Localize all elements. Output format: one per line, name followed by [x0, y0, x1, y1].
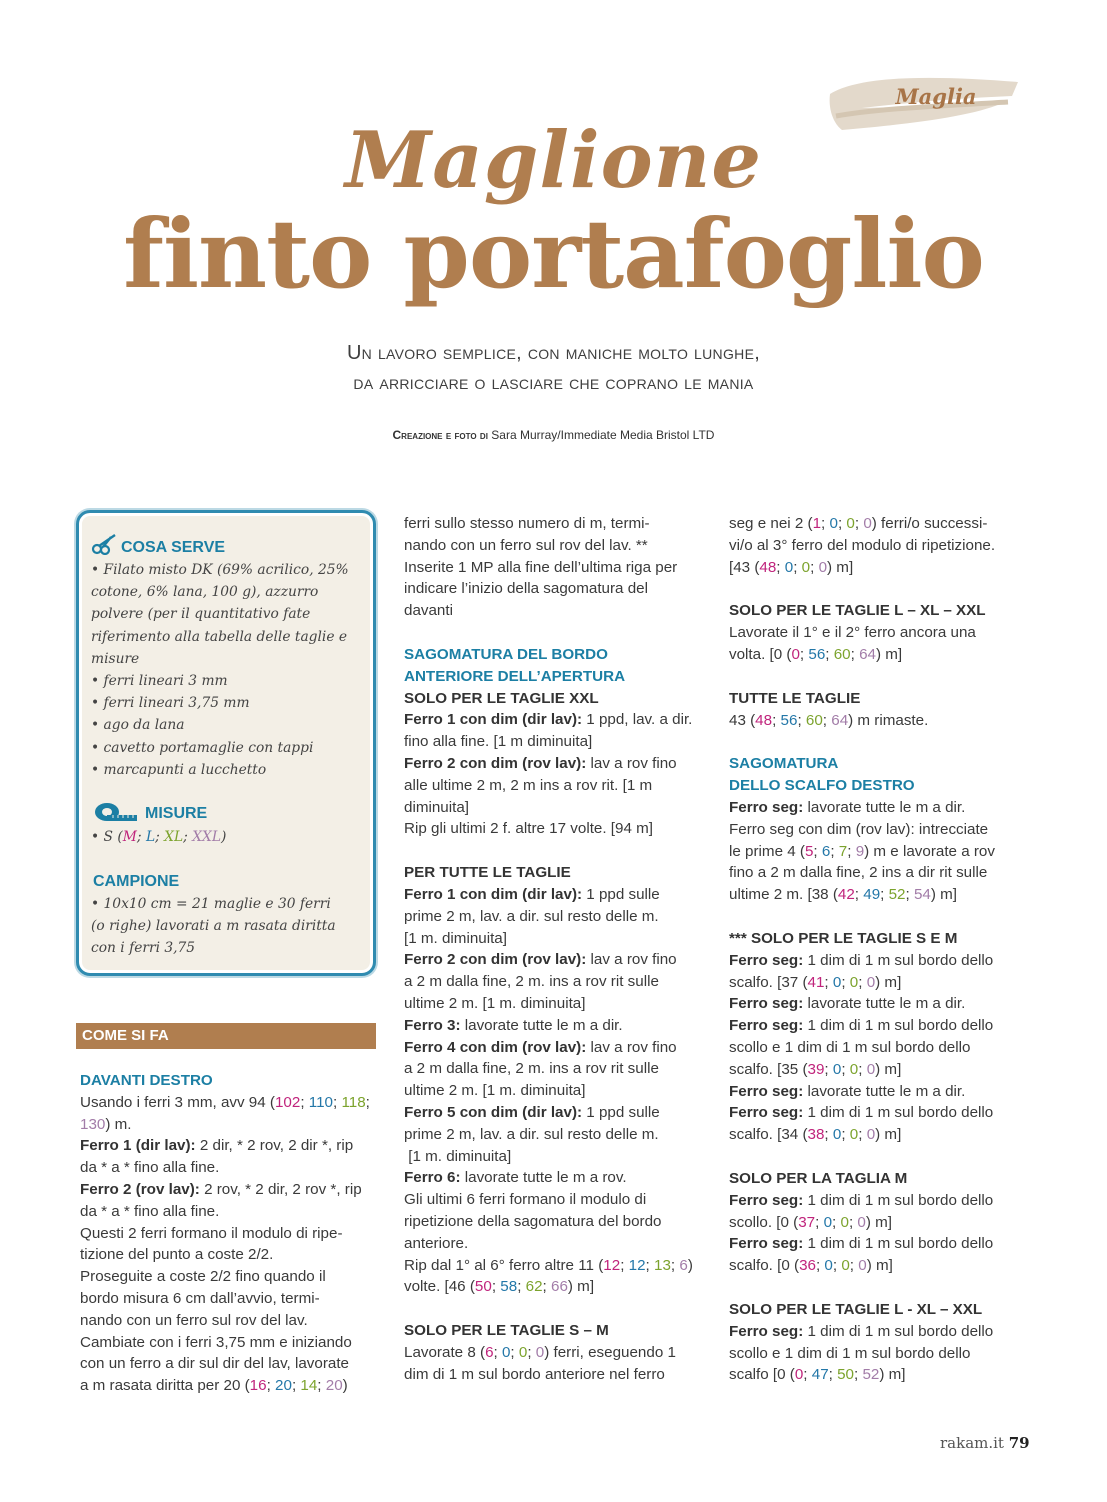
size-value: 110	[308, 1093, 333, 1111]
size-value: 9	[855, 842, 865, 860]
text-line: Ferro 2 con dim (rov lav): lav a rov fino	[404, 754, 677, 772]
size-xxl: XXL	[192, 829, 221, 845]
size-value: 52	[888, 886, 906, 904]
text-line: Cambiate con i ferri 3,75 mm e iniziando	[80, 1333, 352, 1351]
text-line: [43 (48; 0; 0; 0) m]	[729, 558, 854, 576]
section-heading: SOLO PER LA TAGLIA M	[729, 1169, 908, 1187]
size-value: 66	[551, 1278, 568, 1296]
size-value: 102	[274, 1093, 301, 1111]
size-value: 0	[863, 515, 872, 532]
size-value: 56	[780, 711, 798, 729]
size-value: 0	[794, 1366, 804, 1384]
text-line: Proseguite a coste 2/2 fino quando il	[80, 1268, 326, 1286]
text-line: ripetizione della sagomatura del bordo	[404, 1212, 662, 1230]
size-value: 38	[807, 1126, 825, 1144]
text-line: scollo e 1 dim di 1 m sul bordo dello	[729, 1038, 971, 1056]
size-value: 50	[474, 1278, 492, 1296]
section-heading: SOLO PER LE TAGLIE S – M	[404, 1322, 609, 1340]
campione-heading: CAMPIONE	[93, 873, 180, 890]
size-value: 0	[824, 1257, 833, 1275]
text-line: Inserite 1 MP alla fine dell’ultima riga per	[404, 558, 678, 576]
text-line: da * a * fino alla fine.	[80, 1159, 220, 1177]
text-line: da * a * fino alla fine.	[80, 1202, 220, 1220]
text-line: anteriore.	[404, 1234, 469, 1252]
text-line: Usando i ferri 3 mm, avv 94 (102; 110; 118;	[80, 1093, 370, 1111]
size-value: 0	[857, 1213, 866, 1231]
size-value: 6	[821, 842, 831, 860]
size-value: 14	[300, 1377, 318, 1395]
size-value: 39	[807, 1060, 825, 1078]
column-2	[404, 513, 704, 1385]
size-value: 0	[832, 1126, 842, 1144]
page-number: 79	[1008, 1434, 1030, 1452]
size-value: 0	[840, 1213, 849, 1231]
text-line: scollo. [0 (37; 0; 0; 0) m]	[729, 1213, 892, 1231]
size-value: 62	[525, 1278, 543, 1296]
text-line: con un ferro a dir sul dir del lav, lavorate	[80, 1355, 350, 1373]
size-value: 0	[849, 1060, 859, 1078]
text-line: scollo e 1 dim di 1 m sul bordo dello	[729, 1344, 971, 1362]
text-line: seg e nei 2 (1; 0; 0; 0) ferri/o successi-	[729, 515, 988, 532]
text-line: Ferro seg: 1 dim di 1 m sul bordo dello	[729, 1191, 994, 1209]
text-line: Ferro seg: 1 dim di 1 m sul bordo dello	[729, 1017, 994, 1035]
size-value: 0	[784, 558, 794, 576]
size-value: 0	[849, 1126, 859, 1144]
section-heading: SOLO PER LE TAGLIE L – XL – XXL	[729, 602, 986, 620]
size-value: 49	[863, 886, 881, 904]
list-item: • ferri lineari 3 mm	[91, 673, 228, 690]
subtitle-line-2: da arricciare o lasciare che coprano le mania	[353, 372, 754, 394]
size-value: 58	[500, 1278, 518, 1296]
text-line: Ferro seg: lavorate tutte le m a dir.	[729, 1082, 966, 1100]
size-value: 0	[866, 973, 876, 991]
text-line: Ferro seg: 1 dim di 1 m sul bordo dello	[729, 1322, 994, 1340]
text-line: fino alla fine. [1 m diminuita]	[404, 733, 593, 751]
list-item: • ago da lana	[91, 717, 185, 734]
size-value: 0	[535, 1343, 545, 1361]
text-line: alle ultime 2 m, 2 m ins a rov rit. [1 m	[404, 776, 653, 794]
text-line: Ferro 4 con dim (rov lav): lav a rov fino	[404, 1038, 677, 1056]
size-value: 47	[811, 1366, 829, 1384]
text-line: ferri sullo stesso numero di m, termi-	[404, 515, 650, 532]
size-value: 50	[837, 1366, 855, 1384]
section-heading: SAGOMATURA DEL BORDO	[404, 645, 608, 663]
text-line: Ferro 6: lavorate tutte le m a rov.	[404, 1169, 627, 1187]
text-line: 130) m.	[80, 1115, 132, 1133]
text-line: volte. [46 (50; 58; 62; 66) m]	[404, 1278, 595, 1296]
size-value: 0	[518, 1343, 528, 1361]
size-value: 118	[341, 1093, 366, 1111]
text-line: scalfo. [0 (36; 0; 0; 0) m]	[729, 1257, 893, 1275]
size-value: 56	[808, 645, 826, 663]
text-line: nando con un ferro sul rov del lav.	[80, 1311, 308, 1329]
text-line: ultime 2 m. [1 m. diminuita]	[404, 994, 586, 1012]
sizes-suffix: )	[221, 829, 227, 845]
text-line: indicare l’inizio della sagomatura del	[404, 580, 648, 598]
text-line: Ferro seg con dim (rov lav): intrecciate	[729, 820, 989, 838]
text-line: diminuita]	[404, 798, 469, 816]
list-item: • cavetto portamaglie con tappi	[91, 739, 314, 756]
text-line: Ferro seg: 1 dim di 1 m sul bordo dello	[729, 1235, 994, 1253]
size-value: 12	[603, 1256, 621, 1274]
text-line: scalfo. [35 (39; 0; 0; 0) m]	[729, 1060, 902, 1078]
misure-heading: MISURE	[145, 805, 208, 822]
size-value: 0	[801, 558, 811, 576]
cosa-serve-list	[91, 559, 371, 781]
list-item: • ferri lineari 3,75 mm	[91, 695, 250, 712]
title-line-1: Maglione	[344, 115, 763, 206]
size-value: 0	[841, 1257, 850, 1275]
column-1	[80, 1070, 378, 1397]
campione-line: • 10x10 cm = 21 maglie e 30 ferri	[91, 896, 331, 912]
list-item: misure	[91, 650, 140, 667]
text-line: volta. [0 (0; 56; 60; 64) m]	[729, 645, 903, 663]
text-line: Questi 2 ferri formano il modulo di ripe-	[80, 1224, 343, 1242]
text-line: Rip dal 1° al 6° ferro altre 11 (12; 12; 13; 6)	[404, 1256, 693, 1274]
tape-measure-icon	[93, 801, 139, 823]
text-line: Ferro 3: lavorate tutte le m a dir.	[404, 1016, 623, 1034]
size-value: 0	[849, 973, 859, 991]
text-line: [1 m. diminuita]	[404, 1147, 512, 1165]
text-line: Ferro 5 con dim (dir lav): 1 ppd sulle	[404, 1103, 660, 1121]
section-heading: DELLO SCALFO DESTRO	[729, 777, 915, 795]
size-value: 48	[755, 711, 773, 729]
size-value: 6	[679, 1256, 688, 1274]
credit-label: Creazione e foto di	[392, 428, 488, 442]
section-heading: ANTERIORE DELL’APERTURA	[404, 667, 626, 685]
size-value: 54	[913, 886, 931, 904]
section-heading: PER TUTTE LE TAGLIE	[404, 864, 571, 882]
size-value: 64	[859, 645, 876, 663]
credit-name: Sara Murray/Immediate Media Bristol LTD	[491, 428, 715, 442]
text-line: a 2 m dalla fine, 2 m. ins a rov rit sulle	[404, 973, 659, 991]
campione-line: (o righe) lavorati a m rasata diritta	[91, 918, 336, 935]
text-line: dim di 1 m sul bordo anteriore nel ferro	[404, 1365, 665, 1383]
text-line: 43 (48; 56; 60; 64) m rimaste.	[729, 711, 929, 729]
size-xl: XL	[164, 829, 184, 845]
text-line: Ferro seg: 1 dim di 1 m sul bordo dello	[729, 1104, 994, 1122]
size-value: 0	[858, 1257, 867, 1275]
section-heading: SOLO PER LE TAGLIE L - XL – XXL	[729, 1300, 983, 1318]
size-value: 12	[628, 1256, 646, 1274]
size-value: 0	[823, 1213, 833, 1231]
text-line: vi/o al 3° ferro del modulo di ripetizione.	[729, 536, 996, 554]
text-line: Ferro 1 (dir lav): 2 dir, * 2 rov, 2 dir *, rip	[80, 1137, 354, 1155]
campione-text	[91, 893, 371, 960]
materials-box	[76, 510, 376, 976]
size-value: 36	[799, 1257, 816, 1275]
section-heading: DAVANTI DESTRO	[80, 1072, 213, 1089]
size-value: 48	[759, 558, 777, 576]
text-line: Ferro 2 (rov lav): 2 rov, * 2 dir, 2 rov *, rip	[80, 1180, 362, 1198]
subtitle-line-1: Un lavoro semplice, con maniche molto lunghe,	[346, 342, 761, 364]
text-line: scalfo [0 (0; 47; 50; 52) m]	[729, 1366, 906, 1384]
section-heading: SOLO PER LE TAGLIE XXL	[404, 689, 599, 707]
size-value: 52	[862, 1366, 880, 1384]
size-value: 0	[791, 645, 800, 663]
size-value: 60	[833, 645, 851, 663]
text-line: tizione del punto a coste 2/2.	[80, 1246, 274, 1264]
size-m: M	[122, 829, 137, 845]
text-line: Ferro seg: lavorate tutte le m a dir.	[729, 995, 966, 1013]
text-line: Lavorate 8 (6; 0; 0; 0) ferri, eseguendo 1	[404, 1343, 676, 1361]
size-value: 0	[818, 558, 828, 576]
size-value: 60	[805, 711, 823, 729]
size-value: 0	[832, 1060, 842, 1078]
text-line: prime 2 m, lav. a dir. sul resto delle m.	[404, 1125, 659, 1143]
text-line: Ferro 2 con dim (rov lav): lav a rov fino	[404, 951, 677, 969]
text-line: Gli ultimi 6 ferri formano il modulo di	[404, 1191, 647, 1209]
credit	[0, 428, 1107, 442]
size-value: 16	[249, 1377, 267, 1395]
misure-sizes: • S (M; L; XL; XXL)	[91, 829, 227, 845]
text-line: scalfo. [37 (41; 0; 0; 0) m]	[729, 973, 902, 991]
list-item: cotone, 6% lana, 100 g), azzurro	[91, 584, 319, 601]
list-item: riferimento alla tabella delle taglie e	[91, 628, 348, 645]
list-item: polvere (per il quantitativo fate	[91, 606, 311, 623]
cosa-serve-heading: COSA SERVE	[121, 539, 226, 556]
size-value: 7	[838, 842, 848, 860]
size-value: 64	[831, 711, 849, 729]
text-line: prime 2 m, lav. a dir. sul resto delle m.	[404, 907, 659, 925]
text-line: ultime 2 m. [1 m. diminuita]	[404, 1082, 586, 1100]
page-footer	[940, 1434, 1030, 1452]
text-line: Lavorate il 1° e il 2° ferro ancora una	[729, 624, 976, 642]
size-value: 1	[812, 515, 822, 532]
size-value: 5	[804, 842, 814, 860]
section-heading: SAGOMATURA	[729, 755, 839, 773]
text-line: bordo misura 6 cm dall’avvio, termi-	[80, 1289, 320, 1307]
size-value: 0	[832, 973, 842, 991]
size-value: 13	[654, 1256, 671, 1274]
size-value: 0	[846, 515, 855, 532]
size-value: 0	[866, 1060, 876, 1078]
size-value: 20	[275, 1377, 292, 1395]
section-heading: *** SOLO PER LE TAGLIE S E M	[729, 929, 958, 947]
text-line: scalfo. [34 (38; 0; 0; 0) m]	[729, 1126, 902, 1144]
text-line: davanti	[404, 602, 453, 620]
size-value: 37	[798, 1213, 816, 1231]
text-line: Ferro 1 con dim (dir lav): 1 ppd, lav. a dir.	[404, 711, 693, 729]
column-3	[729, 513, 1029, 1386]
text-line: Rip gli ultimi 2 f. altre 17 volte. [94 m]	[404, 820, 654, 838]
size-value: 42	[837, 886, 855, 904]
text-line: Ferro seg: lavorate tutte le m a dir.	[729, 798, 966, 816]
category-tag: Maglia	[895, 84, 977, 109]
campione-line: con i ferri 3,75	[91, 940, 196, 957]
text-line: nando con un ferro sul rov del lav. **	[404, 536, 648, 554]
text-line: ultime 2 m. [38 (42; 49; 52; 54) m]	[729, 886, 958, 904]
text-line: [1 m. diminuita]	[404, 929, 507, 947]
section-heading: TUTTE LE TAGLIE	[729, 689, 861, 707]
size-value: 0	[829, 515, 838, 532]
text-line: a m rasata diritta per 20 (16; 20; 14; 20)	[80, 1377, 348, 1395]
text-line: Ferro 1 con dim (dir lav): 1 ppd sulle	[404, 885, 660, 903]
come-si-fa-banner: COME SI FA	[76, 1023, 376, 1049]
text-line: le prime 4 (5; 6; 7; 9) m e lavorate a rov	[729, 842, 995, 860]
size-value: 0	[866, 1126, 876, 1144]
size-value: 6	[485, 1343, 494, 1361]
text-line: a 2 m dalla fine, 2 m. ins a rov rit sulle	[404, 1060, 659, 1078]
size-value: 0	[501, 1343, 511, 1361]
list-item: • Filato misto DK (69% acrilico, 25%	[91, 562, 349, 578]
size-value: 20	[325, 1377, 343, 1395]
text-line: Ferro seg: 1 dim di 1 m sul bordo dello	[729, 951, 994, 969]
size-value: 41	[807, 973, 825, 991]
size-l: L	[145, 829, 156, 845]
sizes-prefix: • S (	[91, 829, 123, 845]
scissors-icon	[91, 533, 117, 555]
list-item: • marcapunti a lucchetto	[91, 761, 267, 778]
size-value: 130	[80, 1115, 106, 1133]
title-line-2: finto portafoglio	[123, 199, 984, 310]
site-name: rakam.it	[940, 1434, 1004, 1452]
text-line: fino a 2 m dalla fine, 2 ins a dir rit sulle	[729, 864, 988, 882]
